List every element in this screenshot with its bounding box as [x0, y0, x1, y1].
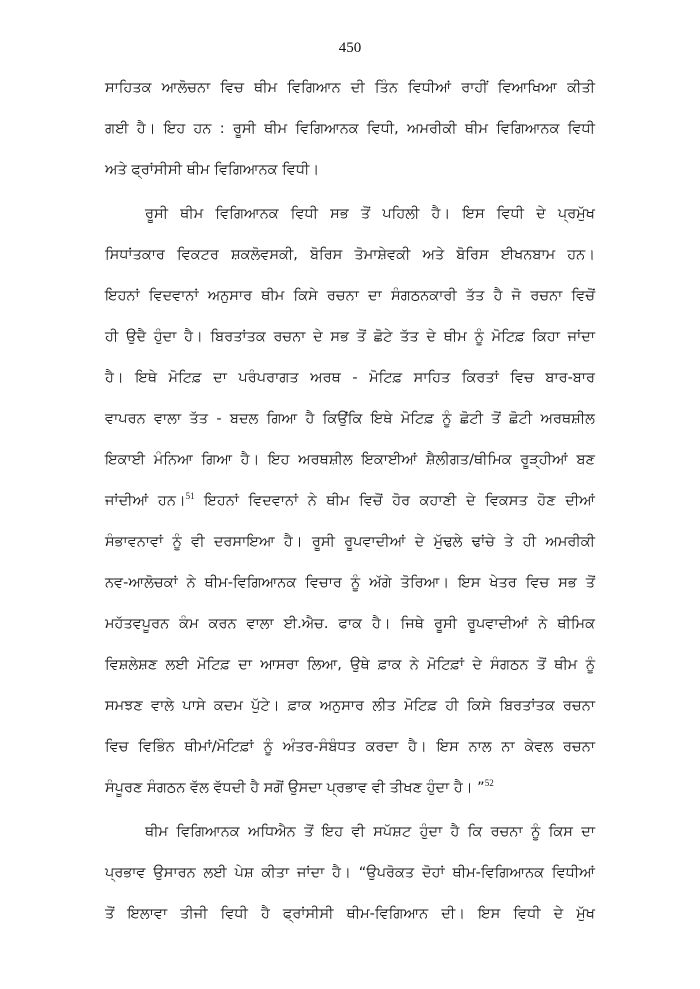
paragraph-2	[105, 194, 595, 809]
footnote-marker-52: 52	[484, 778, 494, 788]
text-line: ਇਕਾਈ ਮੰਨਿਆ ਗਿਆ ਹੈ। ਇਹ ਅਰਥਸ਼ੀਲ ਇਕਾਈਆਂ ਸ਼ੈਲੀਗਤ/ਥੀਮਿਕ ਰੂੜ੍ਹੀਆਂ ਬਣ	[105, 452, 595, 468]
text-line: ਸਮਝਣ ਵਾਲੇ ਪਾਸੇ ਕਦਮ ਪੁੱਟੇ। ਫ਼ਾਕ ਅਨੁਸਾਰ ਲੀਤ ਮੋਟਿਫ਼ ਹੀ ਕਿਸੇ ਬਿਰਤਾਂਤਕ ਰਚਨਾ	[105, 698, 595, 714]
text-line-with-footnote	[105, 768, 595, 809]
body-text	[105, 68, 595, 935]
text-segment: ਸੰਪੂਰਣ ਸੰਗਠਨ ਵੱਲ ਵੱਧਦੀ ਹੈ ਸਗੋਂ ਉਸਦਾ ਪ੍ਰਭਾਵ ਵੀ ਤੀਖਣ ਹੁੰਦਾ ਹੈ। ”	[105, 780, 485, 796]
footnote-marker-51: 51	[185, 491, 195, 501]
text-line: ਪ੍ਰਭਾਵ ਉਸਾਰਨ ਲਈ ਪੇਸ਼ ਕੀਤਾ ਜਾਂਦਾ ਹੈ। “ਉਪਰੋਕਤ ਦੋਹਾਂ ਥੀਮ-ਵਿਗਿਆਨਕ ਵਿਧੀਆਂ	[105, 865, 595, 881]
text-line: ਸੰਭਾਵਨਾਵਾਂ ਨੂੰ ਵੀ ਦਰਸਾਇਆ ਹੈ। ਰੂਸੀ ਰੂਪਵਾਦੀਆਂ ਦੇ ਮੁੱਢਲੇ ਢਾਂਚੇ ਤੇ ਹੀ ਅਮਰੀਕੀ	[105, 534, 595, 550]
paragraph-3	[105, 812, 595, 935]
text-line: ਥੀਮ ਵਿਗਿਆਨਕ ਅਧਿਐਨ ਤੋਂ ਇਹ ਵੀ ਸਪੱਸ਼ਟ ਹੁੰਦਾ ਹੈ ਕਿ ਰਚਨਾ ਨੂੰ ਕਿਸ ਦਾ	[145, 824, 595, 840]
text-line: ਮਹੱਤਵਪੂਰਨ ਕੰਮ ਕਰਨ ਵਾਲਾ ਈ.ਐਚ. ਫਾਕ ਹੈ। ਜਿਥੇ ਰੂਸੀ ਰੂਪਵਾਦੀਆਂ ਨੇ ਥੀਮਿਕ	[105, 616, 595, 632]
page-number: 450	[338, 40, 362, 56]
text-segment: ਜਾਂਦੀਆਂ ਹਨ।	[105, 493, 186, 509]
text-line: ਹੈ। ਇਥੇ ਮੋਟਿਫ਼ ਦਾ ਪਰੰਪਰਾਗਤ ਅਰਥ - ਮੋਟਿਫ਼ ਸਾਹਿਤ ਕਿਰਤਾਂ ਵਿਚ ਬਾਰ-ਬਾਰ	[105, 370, 595, 386]
text-line-with-footnote	[105, 481, 595, 522]
text-line: ਵਾਪਰਨ ਵਾਲਾ ਤੱਤ - ਬਦਲ ਗਿਆ ਹੈ ਕਿਉਂਕਿ ਇਥੇ ਮੋਟਿਫ਼ ਨੂੰ ਛੋਟੀ ਤੋਂ ਛੋਟੀ ਅਰਥਸ਼ੀਲ	[105, 411, 595, 427]
text-line: ਹੀ ਉਦੈ ਹੁੰਦਾ ਹੈ। ਬਿਰਤਾਂਤਕ ਰਚਨਾ ਦੇ ਸਭ ਤੋਂ ਛੋਟੇ ਤੱਤ ਦੇ ਥੀਮ ਨੂੰ ਮੋਟਿਫ਼ ਕਿਹਾ ਜਾਂਦਾ	[105, 329, 595, 345]
text-line: ਵਿਸ਼ਲੇਸ਼ਣ ਲਈ ਮੋਟਿਫ਼ ਦਾ ਆਸਰਾ ਲਿਆ, ਉਥੇ ਫ਼ਾਕ ਨੇ ਮੋਟਿਫ਼ਾਂ ਦੇ ਸੰਗਠਨ ਤੋਂ ਥੀਮ ਨੂੰ	[105, 657, 595, 673]
text-line: ਗਈ ਹੈ। ਇਹ ਹਨ : ਰੂਸੀ ਥੀਮ ਵਿਗਿਆਨਕ ਵਿਧੀ, ਅਮਰੀਕੀ ਥੀਮ ਵਿਗਿਆਨਕ ਵਿਧੀ	[105, 121, 595, 137]
text-line: ਤੋਂ ਇਲਾਵਾ ਤੀਜੀ ਵਿਧੀ ਹੈ ਫ੍ਰਾਂਸੀਸੀ ਥੀਮ-ਵਿਗਿਆਨ ਦੀ। ਇਸ ਵਿਧੀ ਦੇ ਮੁੱਖ	[105, 906, 595, 922]
text-line: ਰੂਸੀ ਥੀਮ ਵਿਗਿਆਨਕ ਵਿਧੀ ਸਭ ਤੋਂ ਪਹਿਲੀ ਹੈ। ਇਸ ਵਿਧੀ ਦੇ ਪ੍ਰਮੁੱਖ	[145, 206, 595, 222]
text-line: ਅਤੇ ਫ੍ਰਾਂਸੀਸੀ ਥੀਮ ਵਿਗਿਆਨਕ ਵਿਧੀ।	[105, 162, 320, 178]
text-line: ਸਾਹਿਤਕ ਆਲੋਚਨਾ ਵਿਚ ਥੀਮ ਵਿਗਿਆਨ ਦੀ ਤਿੰਨ ਵਿਧੀਆਂ ਰਾਹੀਂ ਵਿਆਖਿਆ ਕੀਤੀ	[105, 80, 595, 96]
text-line: ਸਿਧਾਂਤਕਾਰ ਵਿਕਟਰ ਸ਼ਕਲੋਵਸਕੀ, ਬੋਰਿਸ ਤੋਮਾਸ਼ੇਵਕੀ ਅਤੇ ਬੋਰਿਸ ਈਖਨਬਾਮ ਹਨ।	[105, 247, 595, 263]
text-segment: ਇਹਨਾਂ ਵਿਦਵਾਨਾਂ ਨੇ ਥੀਮ ਵਿਚੋਂ ਹੋਰ ਕਹਾਣੀ ਦੇ ਵਿਕਸਤ ਹੋਣ ਦੀਆਂ	[194, 493, 596, 509]
text-line: ਨਵ-ਆਲੋਚਕਾਂ ਨੇ ਥੀਮ-ਵਿਗਿਆਨਕ ਵਿਚਾਰ ਨੂੰ ਅੱਗੇ ਤੋਰਿਆ। ਇਸ ਖੇਤਰ ਵਿਚ ਸਭ ਤੋਂ	[105, 575, 595, 591]
text-line: ਇਹਨਾਂ ਵਿਦਵਾਨਾਂ ਅਨੁਸਾਰ ਥੀਮ ਕਿਸੇ ਰਚਨਾ ਦਾ ਸੰਗਠਨਕਾਰੀ ਤੱਤ ਹੈ ਜੋ ਰਚਨਾ ਵਿਚੋਂ	[105, 288, 595, 304]
text-line: ਵਿਚ ਵਿਭਿੰਨ ਥੀਮਾਂ/ਮੋਟਿਫ਼ਾਂ ਨੂੰ ਅੰਤਰ-ਸੰਬੰਧਤ ਕਰਦਾ ਹੈ। ਇਸ ਨਾਲ ਨਾ ਕੇਵਲ ਰਚਨਾ	[105, 739, 595, 755]
paragraph-1	[105, 68, 595, 191]
